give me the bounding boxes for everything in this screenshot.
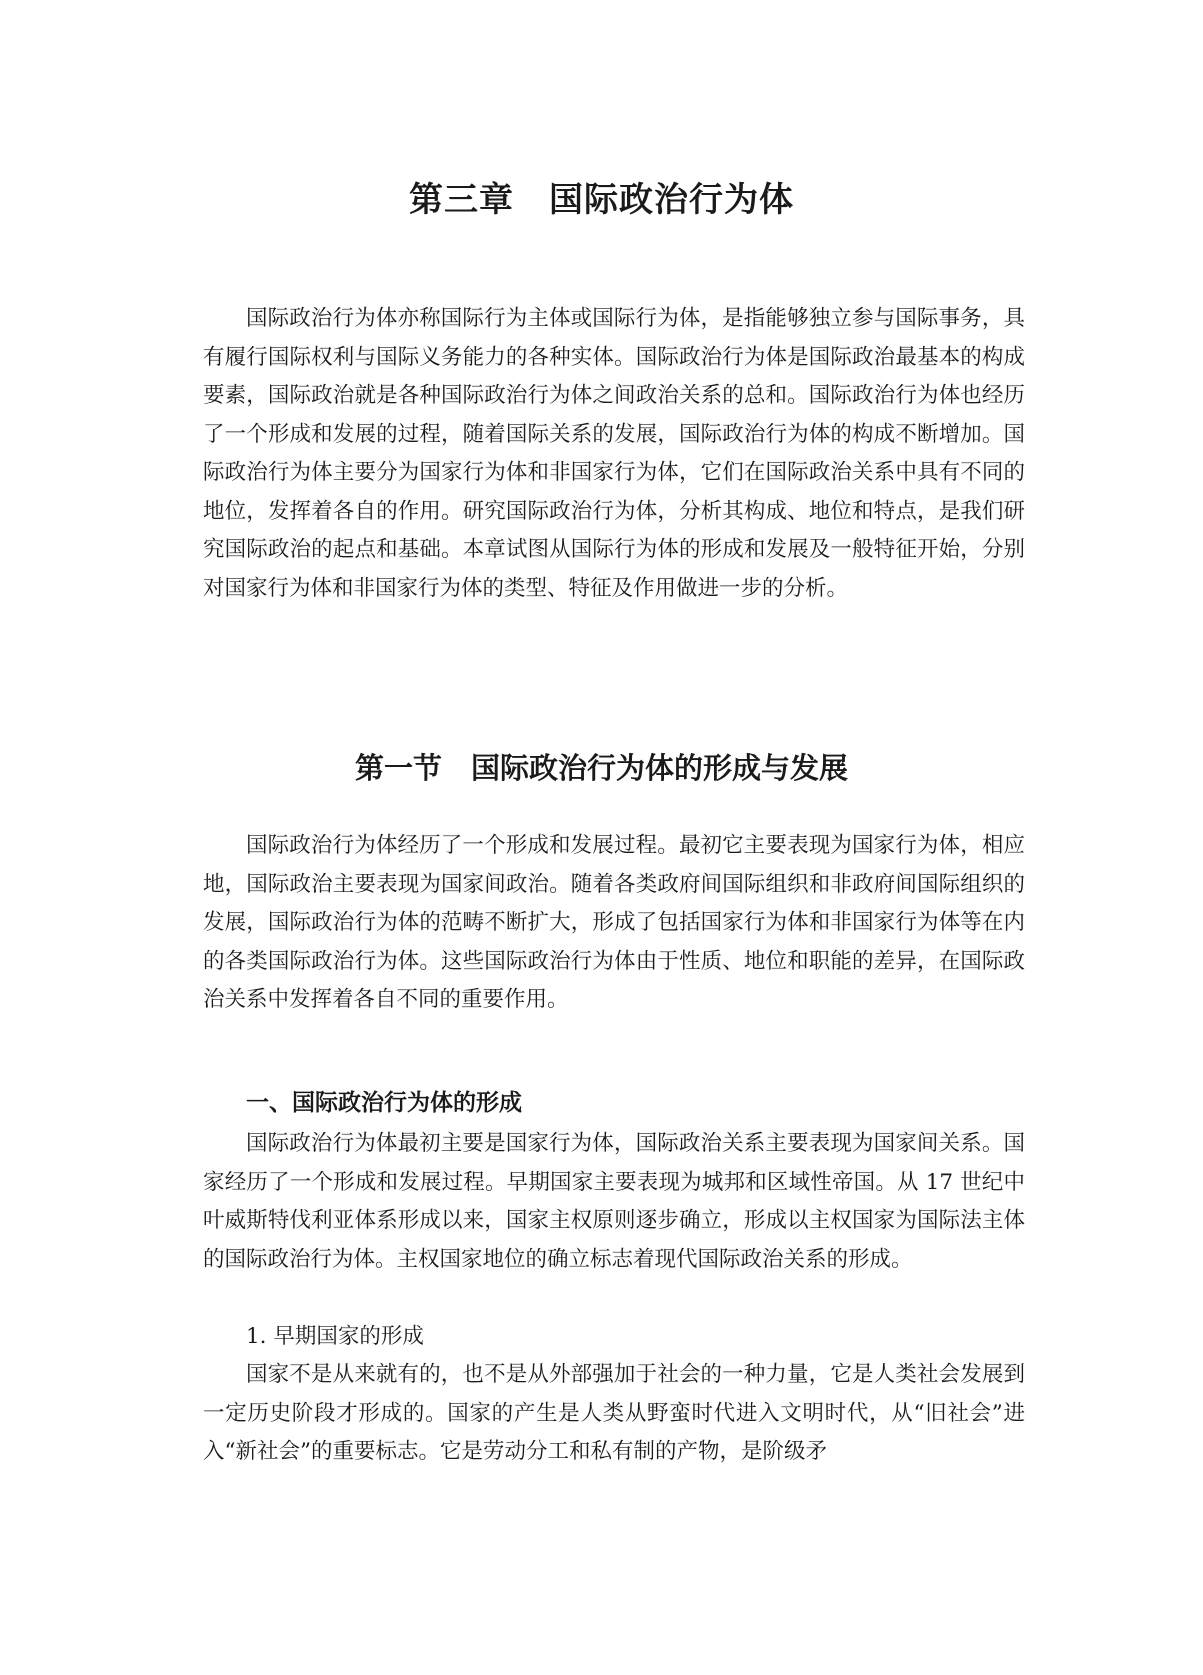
subsection-paragraph: 国际政治行为体最初主要是国家行为体，国际政治关系主要表现为国家间关系。国家经历了一个形成和发展过程。早期国家主要表现为城邦和区域性帝国。从 17 世纪中叶威斯特伐利亚体系形成以来，国家主权原则逐步确立，形成以主权国家为国际法主体的国际政治行为体。主权国家地位的确立标志着现代国际政治关系的形成。 (203, 1131, 1025, 1272)
section-intro-paragraph: 国际政治行为体经历了一个形成和发展过程。最初它主要表现为国家行为体，相应地，国际政治主要表现为国家间政治。随着各类政府间国际组织和非政府间国际组织的发展，国际政治行为体的范畴不断扩大，形成了包括国家行为体和非国家行为体等在内的各类国际政治行为体。这些国际政治行为体由于性质、地位和职能的差异，在国际政治关系中发挥着各自不同的重要作用。 (203, 833, 1025, 1012)
subsection-heading: 一、国际政治行为体的形成 (246, 1090, 522, 1116)
section-title: 第一节 国际政治行为体的形成与发展 (354, 751, 848, 785)
numbered-paragraph: 国家不是从来就有的，也不是从外部强加于社会的一种力量，它是人类社会发展到一定历史阶段才形成的。国家的产生是人类从野蛮时代进入文明时代，从“旧社会”进入“新社会”的重要标志。它是劳动分工和私有制的产物，是阶级矛 (203, 1362, 1025, 1464)
chapter-title: 第三章 国际政治行为体 (409, 180, 794, 220)
chapter-intro-paragraph: 国际政治行为体亦称国际行为主体或国际行为体，是指能够独立参与国际事务，具有履行国际权利与国际义务能力的各种实体。国际政治行为体是国际政治最基本的构成要素，国际政治就是各种国际政治行为体之间政治关系的总和。国际政治行为体也经历了一个形成和发展的过程，随着国际关系的发展，国际政治行为体的构成不断增加。国际政治行为体主要分为国家行为体和非国家行为体，它们在国际政治关系中具有不同的地位，发挥着各自的作用。研究国际政治行为体，分析其构成、地位和特点，是我们研究国际政治的起点和基础。本章试图从国际行为体的形成和发展及一般特征开始，分别对国家行为体和非国家行为体的类型、特征及作用做进一步的分析。 (203, 306, 1025, 601)
numbered-heading: 1. 早期国家的形成 (246, 1324, 424, 1349)
